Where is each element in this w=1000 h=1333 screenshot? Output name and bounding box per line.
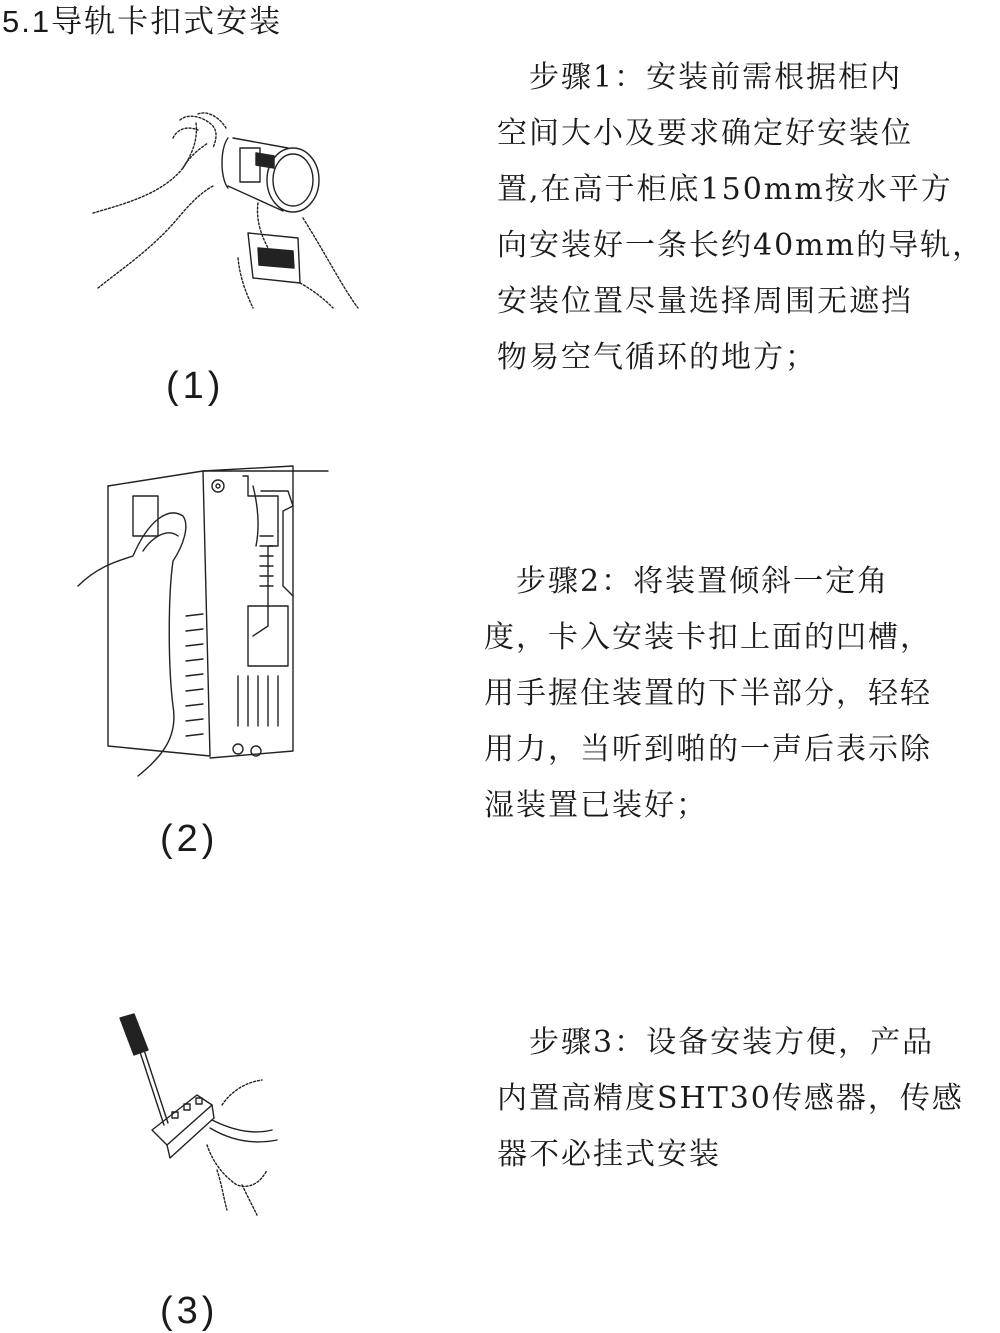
section-title: 5.1导轨卡扣式安装 [2,4,283,39]
step-2-caption: (2) [160,818,219,860]
step-3-line: 内置高精度SHT30传感器，传感 [497,1081,964,1116]
step-3-text [497,1015,964,1183]
step-3-line: 器不必挂式安装 [497,1137,721,1172]
step-1-line: 置,在高于柜底150mm按水平方 [497,172,953,207]
step-1-line: 安装位置尽量选择周围无遮挡 [497,284,913,319]
step-3-caption: (3) [160,1290,219,1332]
step-1-line: 向安装好一条长约40mm的导轨， [497,228,985,263]
step-1-line: 物易空气循环的地方； [497,340,817,375]
step-1-text [497,50,984,386]
step-1-caption: (1) [166,365,225,407]
step-2-line: 度，卡入安装卡扣上面的凹槽， [484,620,932,655]
screwdriver-terminal-wiring-icon [112,1010,282,1220]
hand-holding-device-on-rail-icon [78,466,323,791]
step-2-line: 用手握住装置的下半部分，轻轻 [484,676,932,711]
step-2-line: 湿装置已装好； [484,788,708,823]
step-2-line: 步骤2：将装置倾斜一定角 [484,564,890,599]
step-2-line: 用力，当听到啪的一声后表示除 [484,732,932,767]
step-2-text [484,554,932,834]
step-1-line: 空间大小及要求确定好安装位 [497,116,913,151]
hand-inserting-device-icon [88,108,368,313]
step-3-line: 步骤3：设备安装方便，产品 [497,1025,935,1060]
step-1-line: 步骤1：安装前需根据柜内 [497,60,903,95]
